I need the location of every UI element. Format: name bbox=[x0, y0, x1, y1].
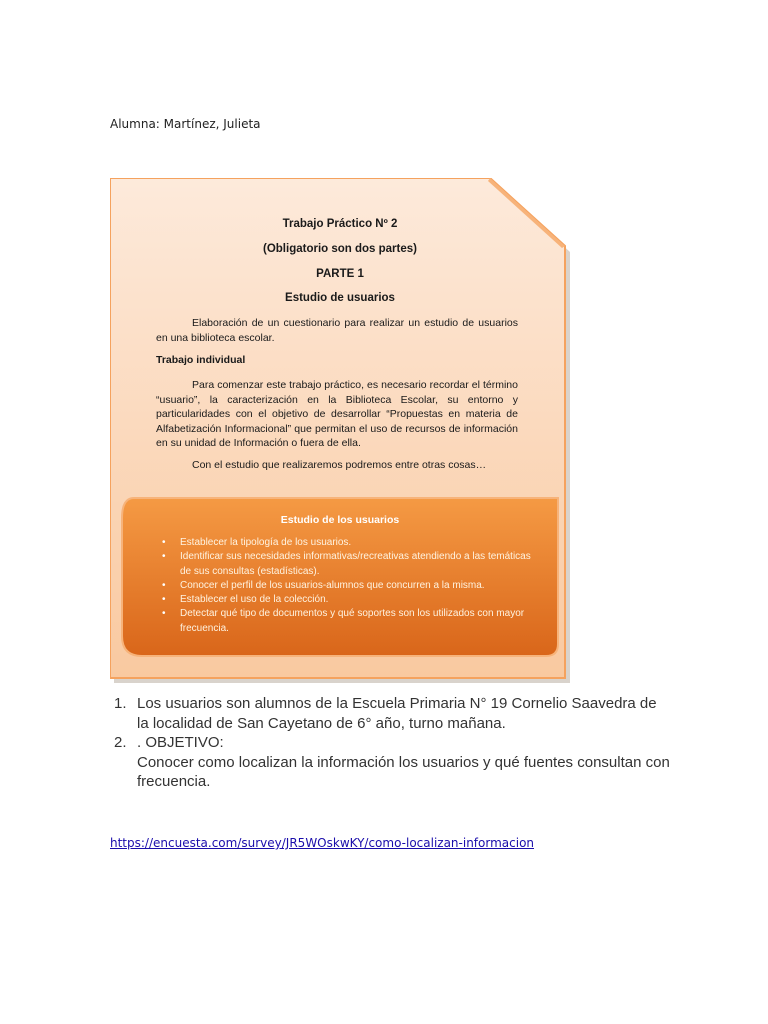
box-list-item: • Conocer el perfil de los usuarios-alumnos que concurren a la misma. bbox=[162, 579, 542, 593]
list-number: 2. bbox=[114, 734, 127, 751]
list-item-text: Los usuarios son alumnos de la Escuela Primaria N° 19 Cornelio Saavedra de la localidad de San Cayetano de 6° año, turno mañana. bbox=[137, 695, 657, 732]
card-section-title: Estudio de usuarios bbox=[285, 292, 395, 304]
card-paragraph-1: Elaboración de un cuestionario para realizar un estudio de usuarios en una biblioteca escolar. bbox=[156, 317, 518, 344]
survey-link[interactable]: https://encuesta.com/survey/JR5WOskwKY/como-localizan-informacion bbox=[110, 836, 535, 850]
card-paragraph-2: Para comenzar este trabajo práctico, es necesario recordar el término “usuario”, la caracterización en la Biblioteca Escolar, su entorno y particularidades con el objetivo de desarrollar “Propuestas en materia de Alfabetización Informacional” que permitan el uso de recursos de información en su unidad de Información o fuera de ella. bbox=[156, 379, 518, 449]
objective-text: Conocer como localizan la información los usuarios y qué fuentes consultan con frecuencia. bbox=[137, 753, 670, 790]
box-title: Estudio de los usuarios bbox=[280, 514, 400, 526]
assignment-card-image bbox=[110, 178, 570, 683]
list-item bbox=[110, 733, 670, 792]
card-subtitle: (Obligatorio son dos partes) bbox=[263, 243, 417, 255]
box-list-item: • Detectar qué tipo de documentos y qué soportes son los utilizados con mayor frecuencia. bbox=[162, 607, 542, 636]
card-heading-individual: Trabajo individual bbox=[156, 354, 246, 366]
card-paragraph-3: Con el estudio que realizaremos podremos entre otras cosas… bbox=[192, 459, 487, 471]
card-part-label: PARTE 1 bbox=[316, 268, 364, 280]
box-list-item: • Establecer el uso de la colección. bbox=[162, 593, 542, 607]
box-list-item: • Establecer la tipología de los usuarios. bbox=[162, 536, 542, 550]
numbered-list bbox=[110, 694, 670, 792]
author-line: Alumna: Martínez, Julieta bbox=[110, 117, 261, 131]
box-list bbox=[162, 536, 542, 636]
objective-label: . OBJETIVO: bbox=[137, 734, 224, 751]
card-title: Trabajo Práctico Nº 2 bbox=[282, 218, 398, 230]
box-list-item: • Identificar sus necesidades informativas/recreativas atendiendo a las temáticas de sus consultas (estadísticas). bbox=[162, 550, 542, 579]
list-item bbox=[110, 694, 670, 733]
list-number: 1. bbox=[114, 695, 127, 712]
